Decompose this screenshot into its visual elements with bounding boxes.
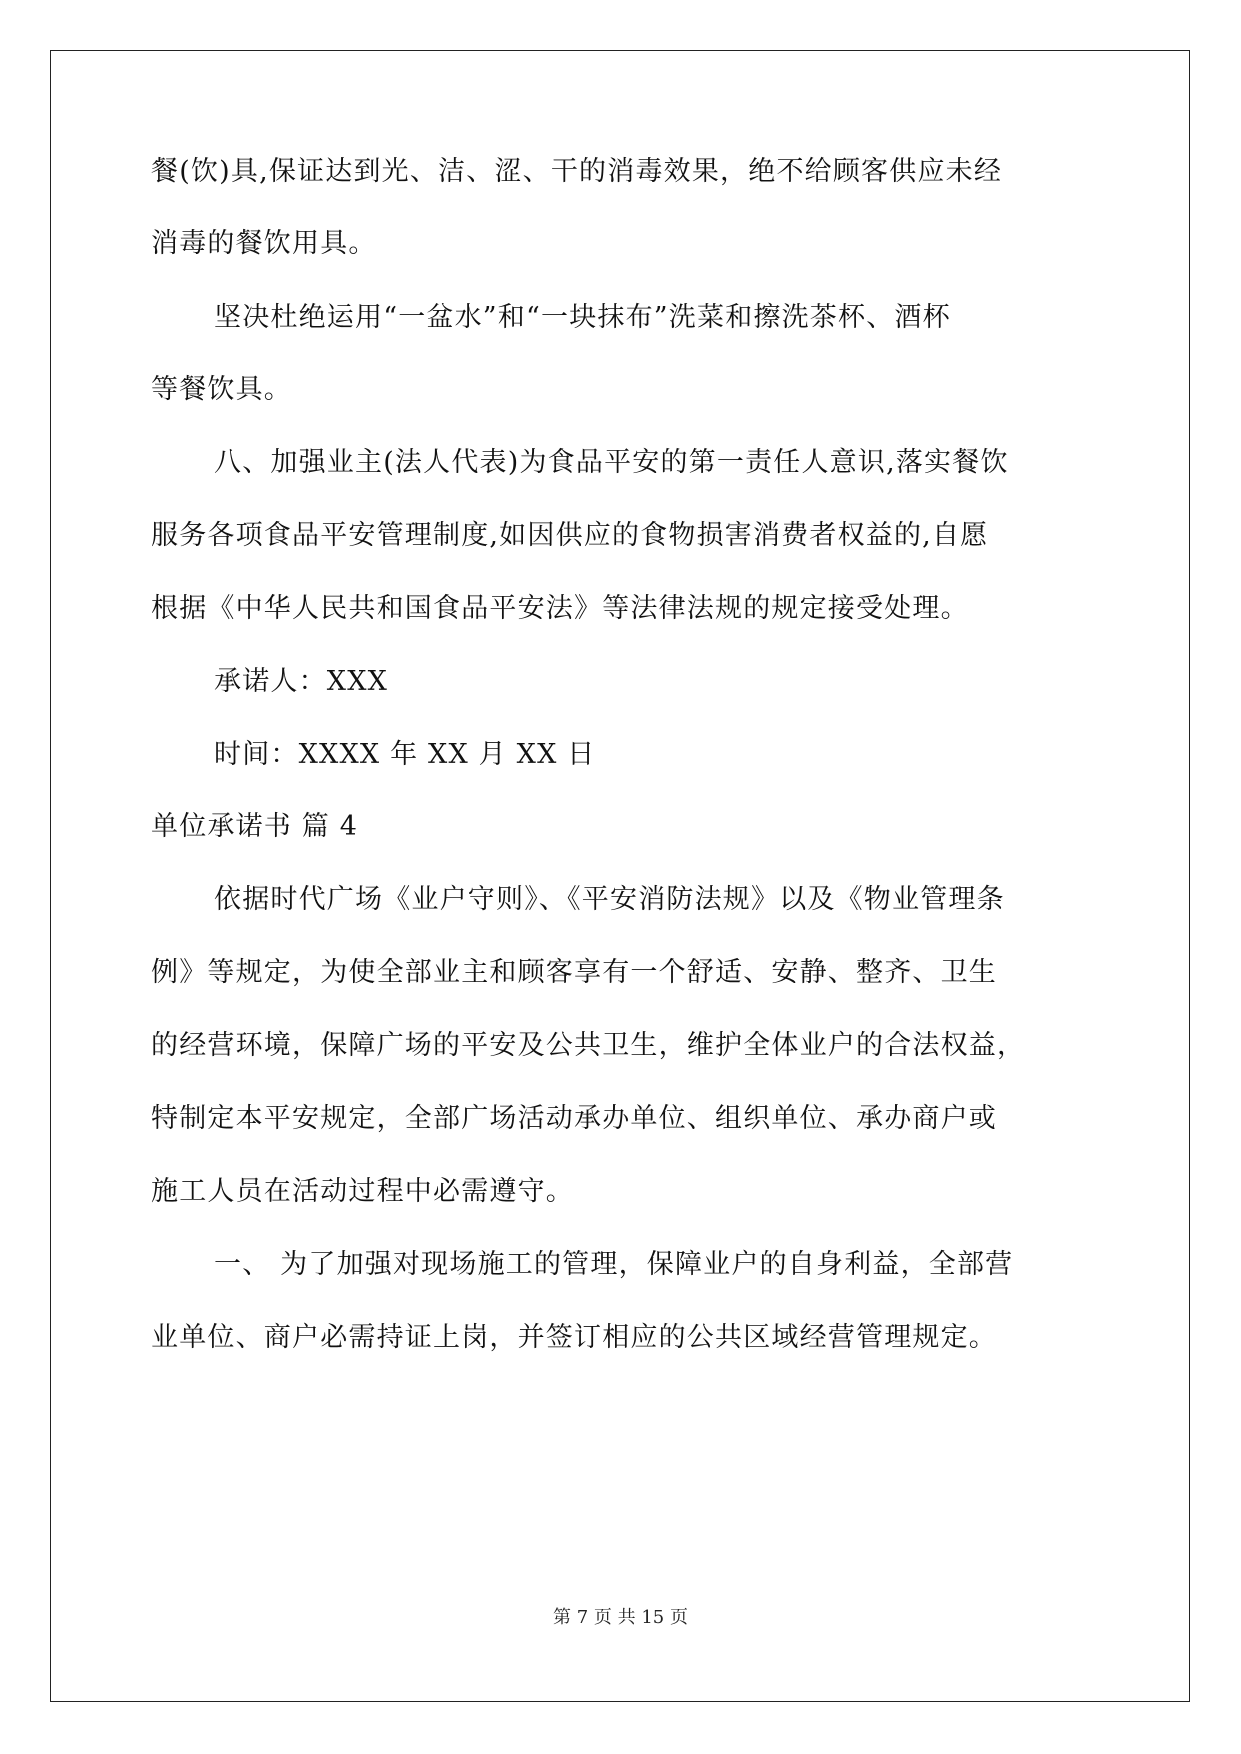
body-text-line: 依据时代广场《业户守则》、《平安消防法规》以及《物业管理条 xyxy=(214,884,1005,915)
body-text-line: 特制定本平安规定，全部广场活动承办单位、组织单位、承办商户或 xyxy=(151,1103,997,1134)
body-text-line: 一、 为了加强对现场施工的管理，保障业户的自身利益，全部营 xyxy=(214,1249,1014,1280)
body-text-line: 根据《中华人民共和国食品平安法》等法律法规的规定接受处理。 xyxy=(151,593,969,624)
body-text-line: 施工人员在活动过程中必需遵守。 xyxy=(151,1176,574,1207)
body-text-line: 的经营环境，保障广场的平安及公共卫生，维护全体业户的合法权益， xyxy=(151,1030,1026,1061)
body-text-line: 业单位、商户必需持证上岗，并签订相应的公共区域经营管理规定。 xyxy=(151,1322,997,1353)
body-text-line: 八、加强业主(法人代表)为食品平安的第一责任人意识,落实餐饮 xyxy=(214,447,1009,478)
body-text-line: 等餐饮具。 xyxy=(151,374,292,405)
date-line: 时间：XXXX 年 XX 月 XX 日 xyxy=(214,739,596,770)
promisor-line: 承诺人：XXX xyxy=(214,666,389,697)
body-text-line: 服务各项食品平安管理制度,如因供应的食物损害消费者权益的,自愿 xyxy=(151,520,989,551)
body-text-line: 坚决杜绝运用“一盆水”和“一块抹布”洗菜和擦洗茶杯、酒杯 xyxy=(214,302,951,333)
page-number-footer: 第 7 页 共 15 页 xyxy=(553,1607,688,1628)
body-text-line: 餐(饮)具,保证达到光、洁、涩、干的消毒效果，绝不给顾客供应未经 xyxy=(151,156,1003,187)
section-heading: 单位承诺书 篇 4 xyxy=(151,811,359,842)
body-text-line: 例》等规定，为使全部业主和顾客享有一个舒适、安静、整齐、卫生 xyxy=(151,957,997,988)
body-text-line: 消毒的餐饮用具。 xyxy=(151,228,377,259)
